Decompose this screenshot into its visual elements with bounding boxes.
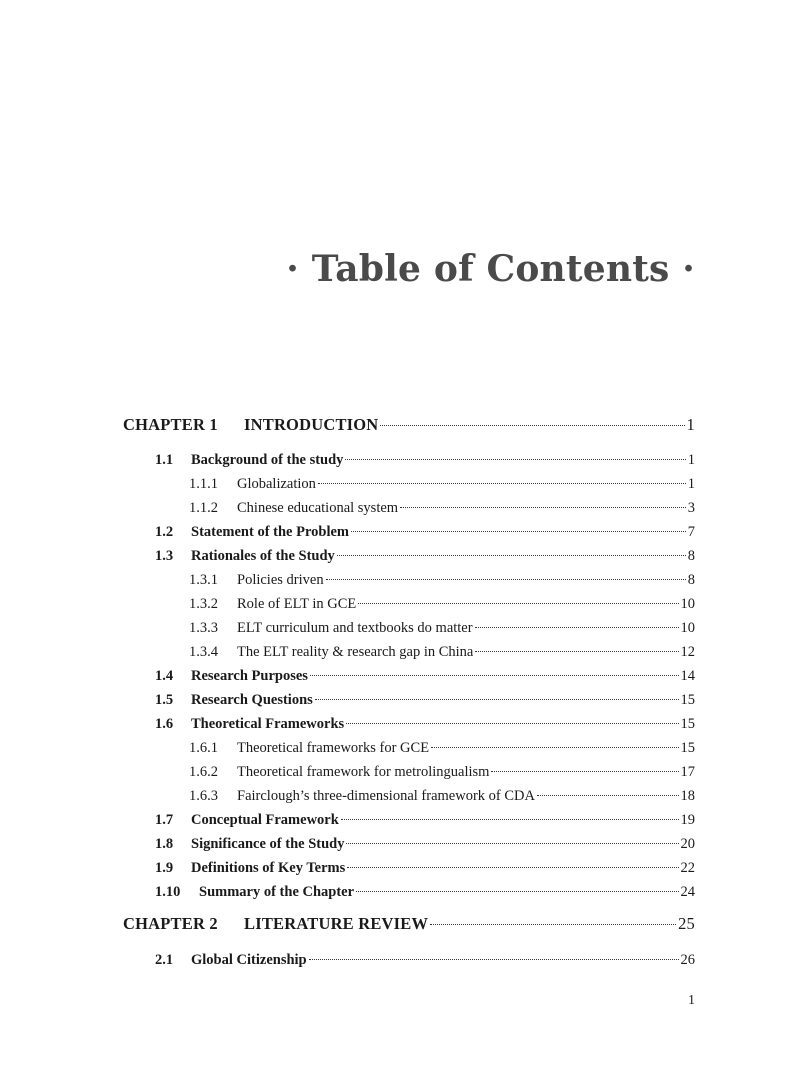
toc-entry-page-number: 10 bbox=[680, 620, 695, 636]
toc-section-entry[interactable] bbox=[123, 714, 695, 734]
toc-entry-number: 1.3.1 bbox=[189, 572, 218, 588]
toc-entry-page-number: 8 bbox=[687, 572, 695, 588]
toc-entry-label: Conceptual Framework bbox=[191, 812, 339, 828]
toc-entry-page-number: 7 bbox=[687, 524, 695, 540]
toc-chapter-entry[interactable] bbox=[123, 415, 695, 435]
toc-subsection-entry[interactable] bbox=[123, 762, 695, 782]
toc-entry-page-number: 15 bbox=[680, 692, 695, 708]
toc-entry-label: Fairclough’s three-dimensional framework of CDA bbox=[237, 788, 535, 804]
toc-entry-number: 1.5 bbox=[155, 692, 174, 708]
toc-entry-number: 1.3.3 bbox=[189, 620, 218, 636]
toc-entry-label: Research Purposes bbox=[191, 668, 308, 684]
toc-entry-page-number: 15 bbox=[680, 740, 695, 756]
dot-leader bbox=[356, 891, 678, 892]
toc-entry-page-number: 18 bbox=[680, 788, 695, 804]
toc-section-entry[interactable] bbox=[123, 834, 695, 854]
toc-entry-label: The ELT reality & research gap in China bbox=[237, 644, 474, 660]
toc-entry-label: Chinese educational system bbox=[237, 500, 399, 516]
toc-entry-page-number: 3 bbox=[687, 500, 695, 516]
toc-entry-label: Rationales of the Study bbox=[191, 548, 335, 564]
toc-subsection-entry[interactable] bbox=[123, 594, 695, 614]
toc-entry-label: Theoretical Frameworks bbox=[191, 716, 345, 732]
dot-leader bbox=[346, 843, 678, 844]
toc-entry-page-number: 17 bbox=[680, 764, 695, 780]
toc-section-entry[interactable] bbox=[123, 690, 695, 710]
dot-leader bbox=[380, 425, 684, 426]
toc-section-entry[interactable] bbox=[123, 546, 695, 566]
dot-leader bbox=[310, 675, 679, 676]
footer-page-number: 1 bbox=[688, 993, 695, 1008]
toc-entry-label: Globalization bbox=[237, 476, 316, 492]
toc-entry-label: Research Questions bbox=[191, 692, 313, 708]
dot-leader bbox=[309, 959, 679, 960]
toc-entry-label: LITERATURE REVIEW bbox=[244, 914, 429, 933]
toc-entry-page-number: 20 bbox=[680, 836, 695, 852]
toc-entry-number: CHAPTER 2 bbox=[123, 914, 218, 933]
toc-entry-number: 1.6.2 bbox=[189, 764, 218, 780]
toc-entry-number: 1.10 bbox=[155, 884, 181, 900]
toc-subsection-entry[interactable] bbox=[123, 786, 695, 806]
toc-entry-label: Significance of the Study bbox=[191, 836, 345, 852]
toc-entry-label: Statement of the Problem bbox=[191, 524, 349, 540]
toc-entry-page-number: 1 bbox=[687, 476, 695, 492]
dot-leader bbox=[347, 867, 678, 868]
toc-entry-label: ELT curriculum and textbooks do matter bbox=[237, 620, 473, 636]
toc-entry-label: Global Citizenship bbox=[191, 952, 307, 968]
toc-entry-page-number: 12 bbox=[680, 644, 695, 660]
toc-entry-number: 1.6 bbox=[155, 716, 174, 732]
toc-subsection-entry[interactable] bbox=[123, 618, 695, 638]
dot-leader bbox=[346, 723, 678, 724]
toc-section-entry[interactable] bbox=[123, 522, 695, 542]
toc-section-entry[interactable] bbox=[123, 950, 695, 970]
toc-entry-label: Summary of the Chapter bbox=[199, 884, 355, 900]
dot-leader bbox=[315, 699, 679, 700]
toc-entry-number: 1.4 bbox=[155, 668, 174, 684]
dot-leader bbox=[358, 603, 678, 604]
toc-entry-number: 1.7 bbox=[155, 812, 174, 828]
dot-leader bbox=[337, 555, 686, 556]
toc-section-entry[interactable] bbox=[123, 450, 695, 470]
toc-subsection-entry[interactable] bbox=[123, 642, 695, 662]
toc-entry-label: Theoretical framework for metrolingualism bbox=[237, 764, 490, 780]
toc-entry-page-number: 26 bbox=[680, 952, 695, 968]
dot-leader bbox=[475, 627, 679, 628]
toc-entry-number: 1.9 bbox=[155, 860, 174, 876]
toc-entry-number: 1.2 bbox=[155, 524, 174, 540]
toc-entry-number: 1.3 bbox=[155, 548, 174, 564]
toc-entry-page-number: 22 bbox=[680, 860, 695, 876]
toc-entry-page-number: 14 bbox=[680, 668, 695, 684]
toc-entry-number: 1.1 bbox=[155, 452, 174, 468]
toc-subsection-entry[interactable] bbox=[123, 474, 695, 494]
toc-entry-number: 1.6.3 bbox=[189, 788, 218, 804]
toc-entry-number: 1.3.4 bbox=[189, 644, 218, 660]
toc-entry-page-number: 1 bbox=[686, 415, 695, 434]
toc-section-entry[interactable] bbox=[123, 666, 695, 686]
toc-entry-page-number: 15 bbox=[680, 716, 695, 732]
dot-leader bbox=[318, 483, 686, 484]
toc-entry-number: 1.1.1 bbox=[189, 476, 218, 492]
toc-entry-label: Definitions of Key Terms bbox=[191, 860, 346, 876]
toc-entry-page-number: 1 bbox=[687, 452, 695, 468]
toc-section-entry[interactable] bbox=[123, 810, 695, 830]
dot-leader bbox=[475, 651, 678, 652]
toc-entry-page-number: 19 bbox=[680, 812, 695, 828]
toc-subsection-entry[interactable] bbox=[123, 498, 695, 518]
toc-entry-number: 1.3.2 bbox=[189, 596, 218, 612]
toc-entry-number: CHAPTER 1 bbox=[123, 415, 218, 434]
dot-leader bbox=[491, 771, 678, 772]
toc-entry-label: Theoretical frameworks for GCE bbox=[237, 740, 430, 756]
dot-leader bbox=[345, 459, 685, 460]
dot-leader bbox=[431, 747, 678, 748]
toc-subsection-entry[interactable] bbox=[123, 570, 695, 590]
toc-subsection-entry[interactable] bbox=[123, 738, 695, 758]
toc-entry-label: Background of the study bbox=[191, 452, 344, 468]
toc-section-entry[interactable] bbox=[123, 858, 695, 878]
toc-entry-number: 1.1.2 bbox=[189, 500, 218, 516]
dot-leader bbox=[400, 507, 686, 508]
toc-entry-number: 1.6.1 bbox=[189, 740, 218, 756]
dot-leader bbox=[341, 819, 679, 820]
toc-entry-label: INTRODUCTION bbox=[244, 415, 379, 434]
toc-entry-page-number: 25 bbox=[678, 914, 695, 933]
toc-entry-label: Role of ELT in GCE bbox=[237, 596, 357, 612]
page-title: · Table of Contents · bbox=[286, 248, 695, 290]
toc-entry-page-number: 24 bbox=[680, 884, 695, 900]
toc-chapter-entry[interactable] bbox=[123, 914, 695, 934]
toc-entry-label: Policies driven bbox=[237, 572, 324, 588]
dot-leader bbox=[351, 531, 686, 532]
dot-leader bbox=[537, 795, 679, 796]
toc-entry-page-number: 10 bbox=[680, 596, 695, 612]
dot-leader bbox=[326, 579, 686, 580]
toc-section-entry[interactable] bbox=[123, 882, 695, 902]
dot-leader bbox=[430, 924, 676, 925]
toc-entry-number: 1.8 bbox=[155, 836, 174, 852]
toc-entry-number: 2.1 bbox=[155, 952, 174, 968]
toc-entry-page-number: 8 bbox=[687, 548, 695, 564]
